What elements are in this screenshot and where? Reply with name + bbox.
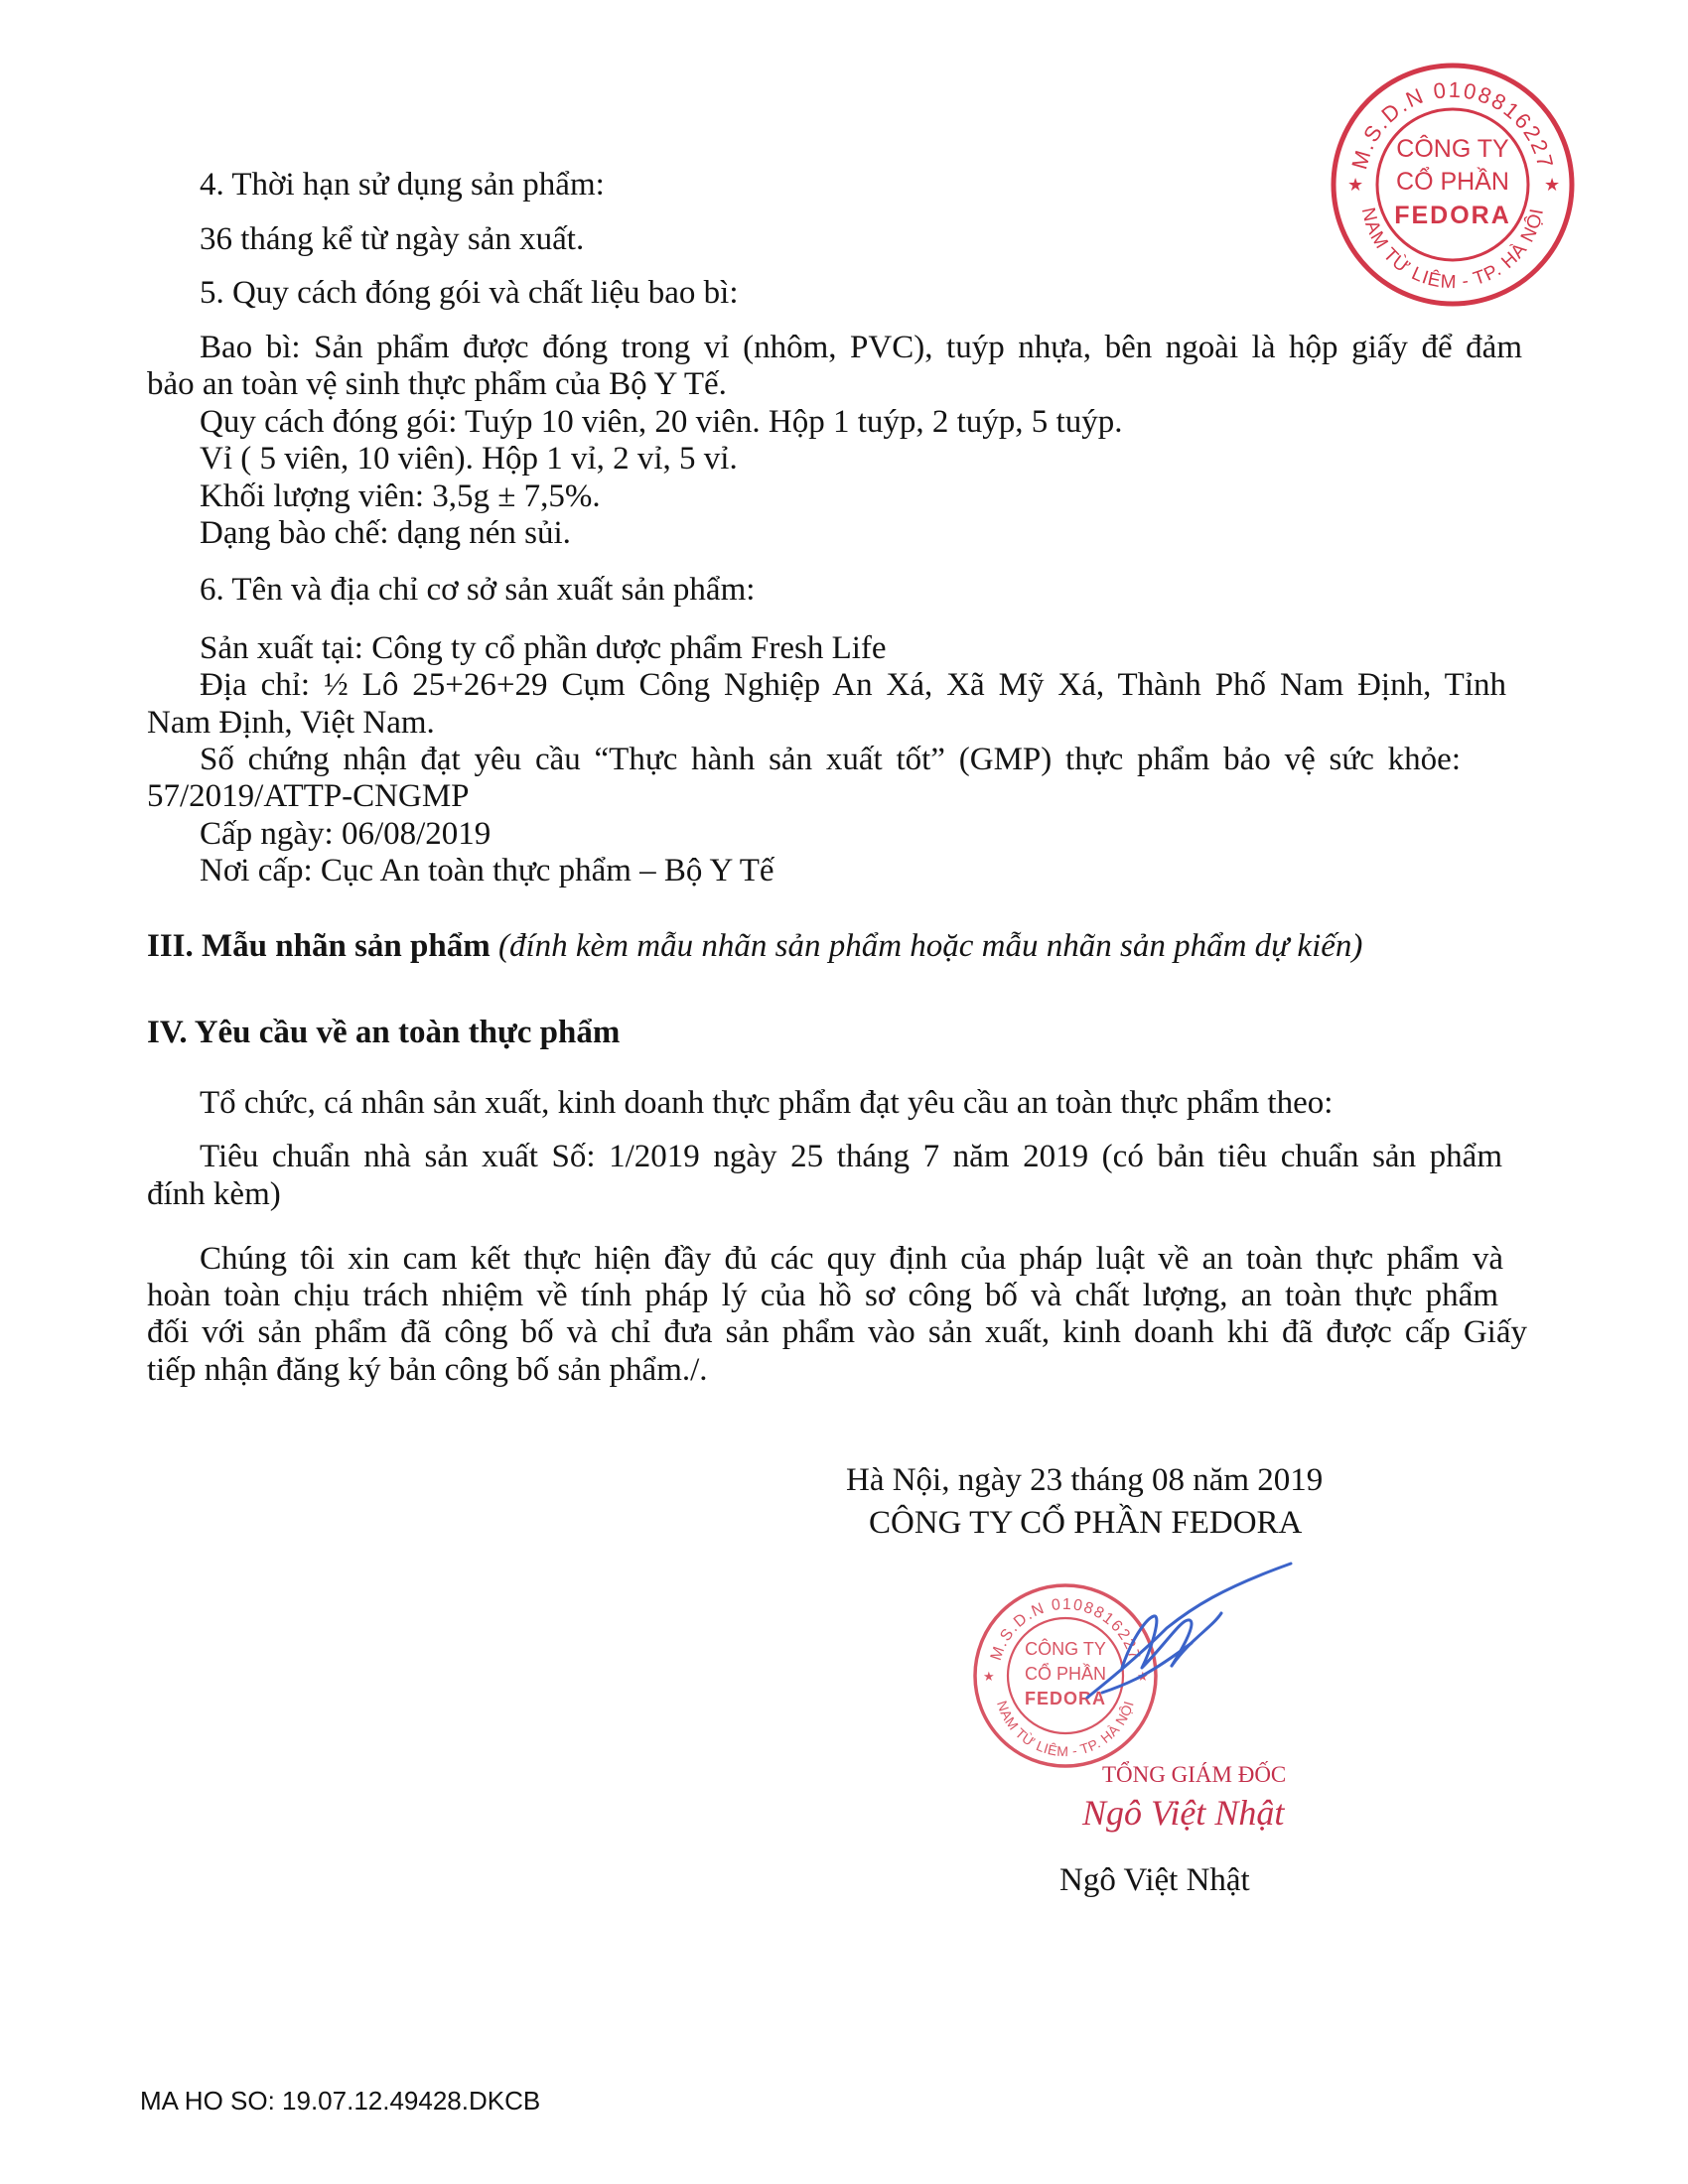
- commitment-line-4: tiếp nhận đăng ký bản công bố sản phẩm./.: [147, 1352, 708, 1388]
- gmp-issue-date: Cấp ngày: 06/08/2019: [200, 816, 492, 852]
- commitment-line-1: Chúng tôi xin cam kết thực hiện đầy đủ các quy định của pháp luật về an toàn thực phẩm và: [200, 1241, 1503, 1277]
- tablet-weight: Khối lượng viên: 3,5g ± 7,5%.: [200, 478, 601, 514]
- svg-text:★: ★: [983, 1669, 995, 1684]
- section-4-value: 36 tháng kể từ ngày sản xuất.: [200, 221, 585, 257]
- section-5-heading: 5. Quy cách đóng gói và chất liệu bao bì:: [200, 275, 739, 311]
- company-seal-top: [1326, 58, 1580, 312]
- seal2-ring-text: M.S.D.N 0108816227: [987, 1595, 1144, 1663]
- place-and-date: Hà Nội, ngày 23 tháng 08 năm 2019: [846, 1462, 1324, 1498]
- address-line-2: Nam Định, Việt Nam.: [147, 705, 435, 741]
- packaging-spec-line-2: Vỉ ( 5 viên, 10 viên). Hộp 1 vỉ, 2 vỉ, 5 vỉ.: [200, 441, 738, 477]
- section-iv-title: IV. Yêu cầu về an toàn thực phẩm: [147, 1015, 621, 1050]
- seal2-line3: FEDORA: [1025, 1689, 1106, 1708]
- signatory-name: Ngô Việt Nhật: [1059, 1862, 1250, 1898]
- commitment-line-2: hoàn toàn chịu trách nhiệm về tính pháp lý của hồ sơ công bố và chất lượng, an toàn thực phẩm: [147, 1278, 1498, 1313]
- svg-text:★: ★: [1544, 175, 1561, 195]
- company-name: CÔNG TY CỔ PHẦN FEDORA: [869, 1505, 1303, 1541]
- seal-ring-text: M.S.D.N 0108816227: [1346, 76, 1559, 173]
- section-iv-heading: [147, 1014, 620, 1051]
- packaging-line-1: Bao bì: Sản phẩm được đóng trong vỉ (nhôm, PVC), tuýp nhựa, bên ngoài là hộp giấy để đảm: [200, 330, 1522, 365]
- section-4-heading: 4. Thời hạn sử dụng sản phẩm:: [200, 167, 605, 203]
- seal-line1: CÔNG TY: [1396, 135, 1509, 163]
- section-iii-heading: [147, 927, 1362, 965]
- standard-line-1: Tiêu chuẩn nhà sản xuất Số: 1/2019 ngày 25 tháng 7 năm 2019 (có bản tiêu chuẩn sản phẩm: [200, 1139, 1502, 1174]
- svg-text:★: ★: [1137, 1669, 1149, 1684]
- gmp-issued-by: Nơi cấp: Cục An toàn thực phẩm – Bộ Y Tế: [200, 853, 774, 888]
- seal2-line1: CÔNG TY: [1025, 1639, 1106, 1659]
- seal2-bottom-text: NAM TỪ LIÊM - TP. HÀ NỘI: [994, 1699, 1137, 1760]
- address-line-1: Địa chỉ: ½ Lô 25+26+29 Cụm Công Nghiệp An Xá, Xã Mỹ Xá, Thành Phố Nam Định, Tỉnh: [200, 667, 1506, 703]
- handwritten-signature: [1072, 1559, 1301, 1707]
- produced-at: Sản xuất tại: Công ty cổ phần dược phẩm Fresh Life: [200, 630, 887, 666]
- seal-line3: FEDORA: [1394, 202, 1511, 229]
- commitment-line-3: đối với sản phẩm đã công bố và chỉ đưa sản phẩm vào sản xuất, kinh doanh khi đã được cấp Giấy: [147, 1314, 1527, 1350]
- dosage-form: Dạng bào chế: dạng nén sủi.: [200, 515, 571, 551]
- dossier-code: MA HO SO: 19.07.12.49428.DKCB: [140, 2086, 541, 2116]
- section-iv-para-1: Tổ chức, cá nhân sản xuất, kinh doanh thực phẩm đạt yêu cầu an toàn thực phẩm theo:: [200, 1085, 1334, 1121]
- seal2-line2: CỔ PHẦN: [1024, 1664, 1107, 1684]
- packaging-line-2: bảo an toàn vệ sinh thực phẩm của Bộ Y Tế.: [147, 366, 727, 402]
- svg-text:★: ★: [1347, 175, 1364, 195]
- packaging-spec-line-1: Quy cách đóng gói: Tuýp 10 viên, 20 viên. Hộp 1 tuýp, 2 tuýp, 5 tuýp.: [200, 404, 1123, 440]
- section-iii-note: (đính kèm mẫu nhãn sản phẩm hoặc mẫu nhãn sản phẩm dự kiến): [497, 928, 1363, 964]
- section-6-heading: 6. Tên và địa chỉ cơ sở sản xuất sản phẩm:: [200, 572, 756, 608]
- section-iii-title: III. Mẫu nhãn sản phẩm: [147, 928, 491, 964]
- gmp-line-2: 57/2019/ATTP-CNGMP: [147, 778, 470, 814]
- director-title: TỔNG GIÁM ĐỐC: [1102, 1762, 1287, 1787]
- signed-name-stamp: Ngô Việt Nhật: [1082, 1793, 1285, 1833]
- seal-bottom-text: NAM TỪ LIÊM - TP. HÀ NỘI: [1356, 205, 1549, 294]
- gmp-line-1: Số chứng nhận đạt yêu cầu “Thực hành sản xuất tốt” (GMP) thực phẩm bảo vệ sức khỏe:: [200, 742, 1461, 777]
- seal-line2: CỔ PHẦN: [1396, 168, 1509, 196]
- standard-line-2: đính kèm): [147, 1176, 281, 1212]
